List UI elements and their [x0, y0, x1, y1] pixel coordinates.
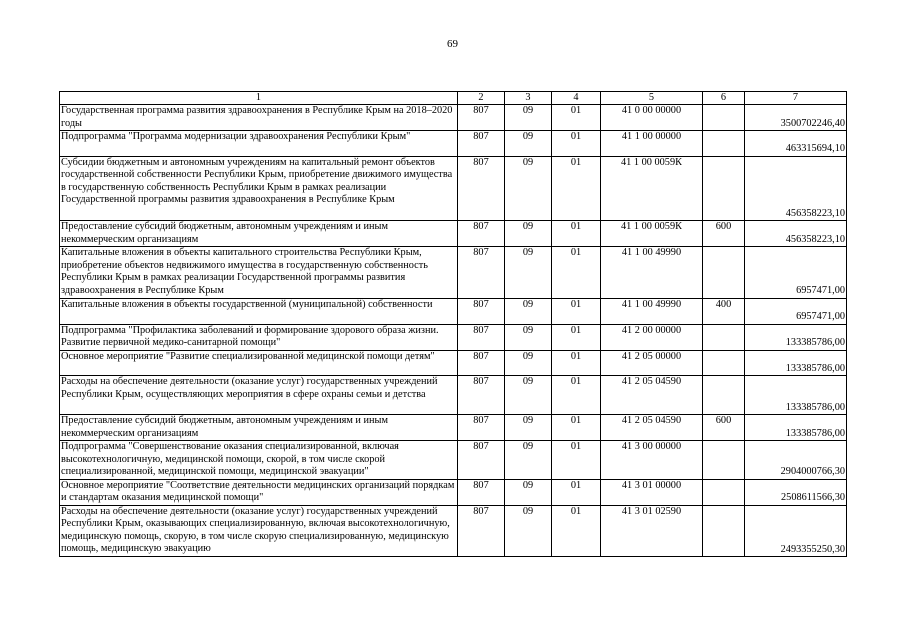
row-name-cell: Государственная программа развития здравоохранения в Республике Крым на 2018–2020 годы — [60, 105, 458, 131]
row-code-cell: 01 — [552, 505, 601, 557]
row-code-cell — [703, 376, 745, 415]
row-code-cell: 41 3 01 02590 — [601, 505, 703, 557]
row-code-cell: 09 — [505, 324, 552, 350]
row-code-cell: 01 — [552, 221, 601, 247]
row-code-cell: 807 — [458, 479, 505, 505]
row-name-cell: Предоставление субсидий бюджетным, автономным учреждениям и иным некоммерческим организациям — [60, 415, 458, 441]
row-code-cell: 807 — [458, 247, 505, 299]
row-name-cell: Подпрограмма "Совершенствование оказания специализированной, включая высокотехнологичную, медицинской помощи, скорой, в том числе скорой специализированной, медицинской помощи, медицинской эвакуации" — [60, 441, 458, 480]
row-code-cell: 807 — [458, 441, 505, 480]
row-code-cell: 807 — [458, 105, 505, 131]
page-number: 69 — [447, 38, 458, 50]
row-name-cell: Основное мероприятие "Развитие специализированной медицинской помощи детям" — [60, 350, 458, 376]
row-amount-cell: 3500702246,40 — [745, 105, 847, 131]
column-header: 7 — [745, 92, 847, 105]
row-code-cell: 41 2 00 00000 — [601, 324, 703, 350]
row-code-cell: 807 — [458, 298, 505, 324]
column-header: 6 — [703, 92, 745, 105]
table-row — [60, 415, 847, 441]
row-code-cell — [703, 324, 745, 350]
row-code-cell: 807 — [458, 350, 505, 376]
table-row — [60, 298, 847, 324]
row-code-cell: 807 — [458, 324, 505, 350]
row-code-cell: 09 — [505, 415, 552, 441]
row-code-cell: 01 — [552, 156, 601, 221]
row-code-cell: 41 3 01 00000 — [601, 479, 703, 505]
row-code-cell: 01 — [552, 376, 601, 415]
table-row — [60, 376, 847, 415]
row-name-cell: Капитальные вложения в объекты государственной (муниципальной) собственности — [60, 298, 458, 324]
row-code-cell — [703, 350, 745, 376]
row-amount-cell: 2508611566,30 — [745, 479, 847, 505]
column-header: 3 — [505, 92, 552, 105]
row-code-cell — [703, 247, 745, 299]
row-code-cell: 41 1 00 49990 — [601, 298, 703, 324]
table-row — [60, 441, 847, 480]
row-code-cell: 09 — [505, 156, 552, 221]
row-amount-cell: 133385786,00 — [745, 415, 847, 441]
row-code-cell: 41 0 00 00000 — [601, 105, 703, 131]
row-name-cell: Расходы на обеспечение деятельности (оказание услуг) государственных учреждений Республики Крым, осуществляющих мероприятия в сфере охраны семьи и детства — [60, 376, 458, 415]
row-code-cell: 01 — [552, 415, 601, 441]
row-amount-cell: 133385786,00 — [745, 350, 847, 376]
row-code-cell: 09 — [505, 298, 552, 324]
row-code-cell: 807 — [458, 156, 505, 221]
row-code-cell: 01 — [552, 350, 601, 376]
row-name-cell: Субсидии бюджетным и автономным учреждениям на капитальный ремонт объектов государственной собственности Республики Крым, приобретение движимого имущества в государственную собственность Республики Крым в рамках реализации Государственной программы развития здравоохранения в Республике Крым — [60, 156, 458, 221]
row-code-cell: 807 — [458, 221, 505, 247]
row-code-cell: 01 — [552, 247, 601, 299]
row-amount-cell: 133385786,00 — [745, 324, 847, 350]
row-code-cell — [703, 479, 745, 505]
row-name-cell: Подпрограмма "Профилактика заболеваний и формирование здорового образа жизни. Развитие первичной медико-санитарной помощи" — [60, 324, 458, 350]
table-row — [60, 350, 847, 376]
table-row — [60, 247, 847, 299]
row-amount-cell: 6957471,00 — [745, 247, 847, 299]
row-name-cell: Расходы на обеспечение деятельности (оказание услуг) государственных учреждений Республики Крым, оказывающих специализированную, включая высокотехнологичную, медицинскую помощь, скорую, в том числе скорую специализированную, медицинскую помощь, медицинскую эвакуацию — [60, 505, 458, 557]
row-name-cell: Капитальные вложения в объекты капитального строительства Республики Крым, приобретение объектов недвижимого имущества в государственную собственность Республики Крым в рамках реализации Государственной программы развития здравоохранения в Республике Крым — [60, 247, 458, 299]
row-code-cell — [703, 441, 745, 480]
row-amount-cell: 2904000766,30 — [745, 441, 847, 480]
row-code-cell: 41 2 05 04590 — [601, 415, 703, 441]
row-code-cell: 09 — [505, 247, 552, 299]
row-code-cell — [703, 131, 745, 157]
row-code-cell: 41 3 00 00000 — [601, 441, 703, 480]
row-code-cell: 09 — [505, 131, 552, 157]
table-row — [60, 156, 847, 221]
row-amount-cell: 6957471,00 — [745, 298, 847, 324]
row-code-cell: 41 1 00 49990 — [601, 247, 703, 299]
row-code-cell: 01 — [552, 298, 601, 324]
column-header: 5 — [601, 92, 703, 105]
row-name-cell: Подпрограмма "Программа модернизации здравоохранения Республики Крым" — [60, 131, 458, 157]
row-code-cell: 01 — [552, 441, 601, 480]
row-code-cell: 807 — [458, 131, 505, 157]
table-row — [60, 479, 847, 505]
row-name-cell: Основное мероприятие "Соответствие деятельности медицинских организаций порядкам и стандартам оказания медицинской помощи" — [60, 479, 458, 505]
row-amount-cell: 463315694,10 — [745, 131, 847, 157]
row-code-cell: 09 — [505, 479, 552, 505]
row-code-cell: 09 — [505, 505, 552, 557]
row-code-cell: 09 — [505, 221, 552, 247]
table-row — [60, 505, 847, 557]
row-code-cell: 807 — [458, 415, 505, 441]
row-amount-cell: 2493355250,30 — [745, 505, 847, 557]
table-row — [60, 221, 847, 247]
row-code-cell: 41 1 00 0059К — [601, 156, 703, 221]
row-code-cell: 400 — [703, 298, 745, 324]
row-code-cell: 01 — [552, 324, 601, 350]
row-code-cell: 41 2 05 00000 — [601, 350, 703, 376]
row-amount-cell: 133385786,00 — [745, 376, 847, 415]
row-code-cell: 09 — [505, 376, 552, 415]
budget-table — [59, 91, 847, 557]
row-amount-cell: 456358223,10 — [745, 156, 847, 221]
row-code-cell: 09 — [505, 105, 552, 131]
row-code-cell: 600 — [703, 221, 745, 247]
row-code-cell — [703, 105, 745, 131]
row-amount-cell: 456358223,10 — [745, 221, 847, 247]
table-row — [60, 131, 847, 157]
row-code-cell: 807 — [458, 505, 505, 557]
row-code-cell: 41 1 00 0059К — [601, 221, 703, 247]
row-code-cell: 01 — [552, 131, 601, 157]
table-row — [60, 105, 847, 131]
row-code-cell: 41 1 00 00000 — [601, 131, 703, 157]
table-header-row — [60, 92, 847, 105]
row-code-cell: 41 2 05 04590 — [601, 376, 703, 415]
column-header: 4 — [552, 92, 601, 105]
row-code-cell: 01 — [552, 479, 601, 505]
row-code-cell — [703, 156, 745, 221]
row-code-cell: 09 — [505, 441, 552, 480]
row-code-cell — [703, 505, 745, 557]
row-name-cell: Предоставление субсидий бюджетным, автономным учреждениям и иным некоммерческим организациям — [60, 221, 458, 247]
table-row — [60, 324, 847, 350]
row-code-cell: 01 — [552, 105, 601, 131]
row-code-cell: 09 — [505, 350, 552, 376]
column-header: 1 — [60, 92, 458, 105]
row-code-cell: 807 — [458, 376, 505, 415]
row-code-cell: 600 — [703, 415, 745, 441]
column-header: 2 — [458, 92, 505, 105]
